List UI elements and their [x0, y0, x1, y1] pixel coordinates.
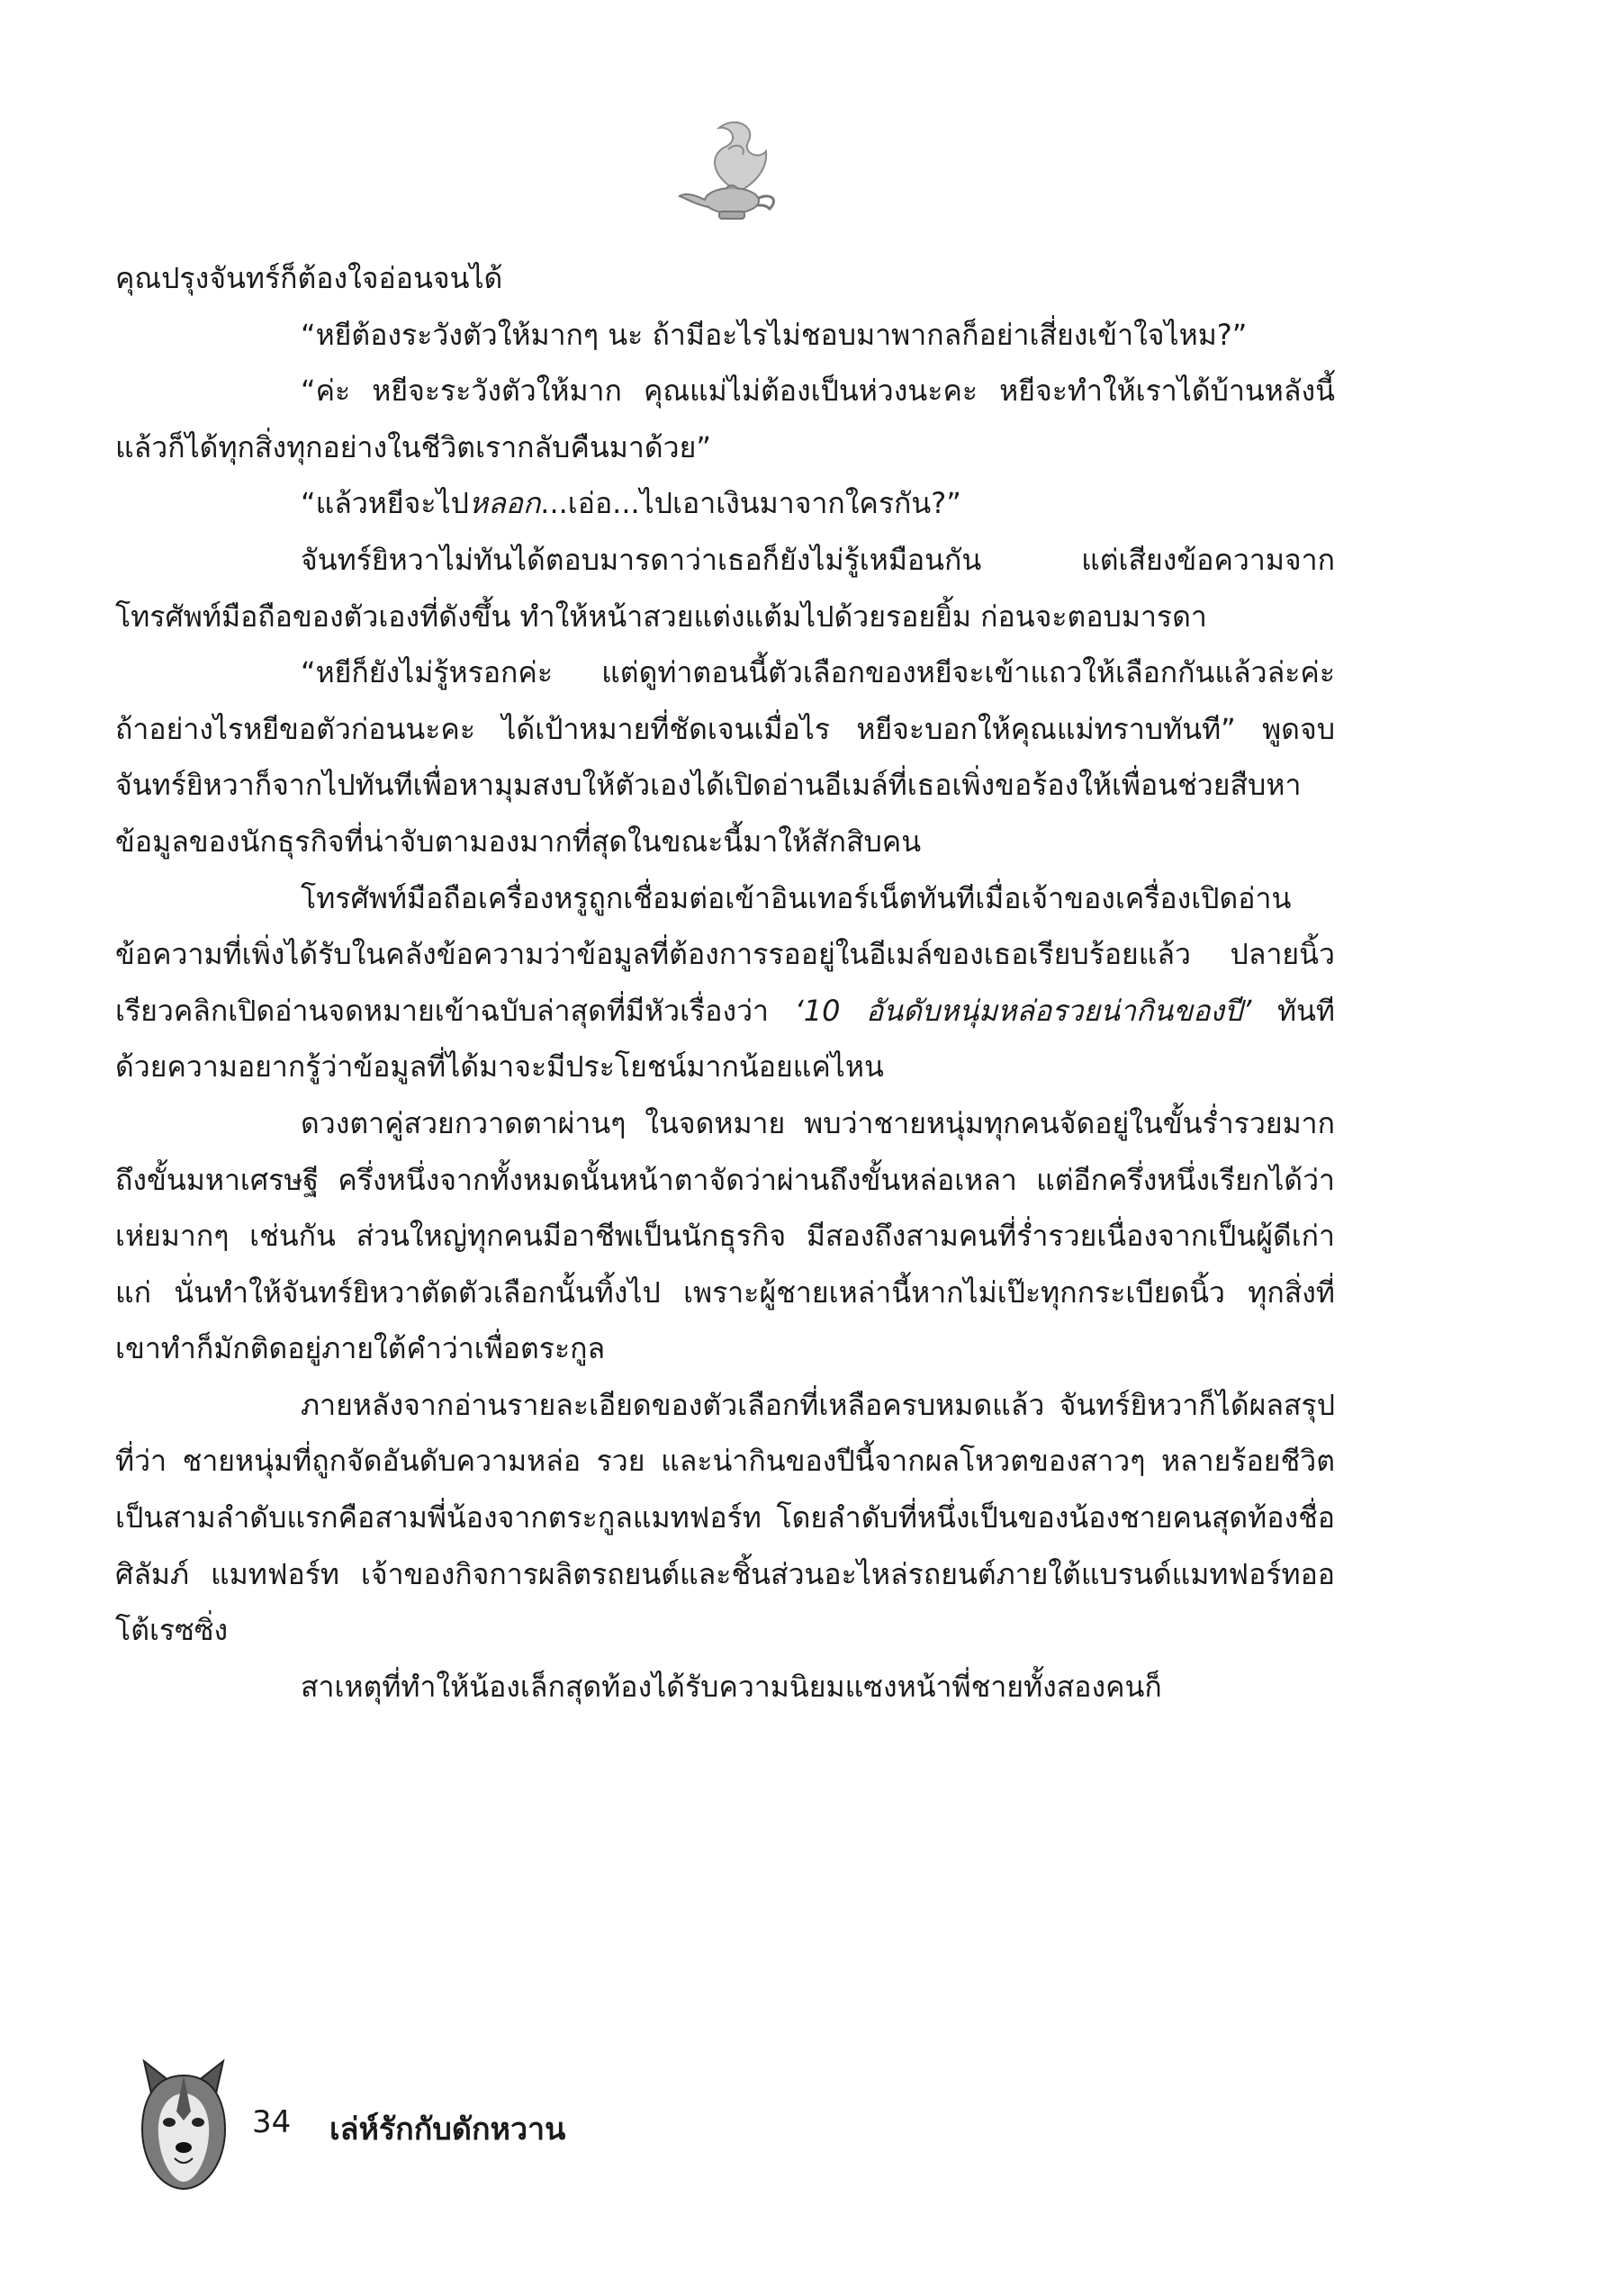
text-run: “แล้วหยีจะไป [301, 486, 469, 521]
italic-text: หลอก [468, 486, 541, 521]
text-run: ...เอ่อ...ไปเอาเงินมาจากใครกัน?” [540, 486, 961, 521]
paragraph [115, 644, 1335, 869]
text-run: ดวงตาคู่สวยกวาดตาผ่านๆ ในจดหมาย พบว่าชายหนุ่มทุกคนจัดอยู่ในขั้นร่ำรวยมากถึงขั้นมหาเศรษฐี ครึ่งหนึ่งจากทั้งหมดนั้นหน้าตาจัดว่าผ่านถึงขั้นหล่อเหลา แต่อีกครึ่งหนึ่งเรียกได้ว่าเห่ยมากๆ เช่นกัน ส่วนใหญ่ทุกคนมีอาชีพเป็นนักธุรกิจ มีสองถึงสามคนที่ร่ำรวยเนื่องจากเป็นผู้ดีเก่าแก่ นั่นทำให้จันทร์ยิหวาตัดตัวเลือกนั้นทิ้งไป เพราะผู้ชายเหล่านี้หากไม่เป๊ะทุกกระเบียดนิ้ว ทุกสิ่งที่เขาทำก็มักติดอยู่ภายใต้คำว่าเพื่อตระกูล [115, 1105, 1335, 1366]
text-run: “หยีก็ยังไม่รู้หรอกค่ะ แต่ดูท่าตอนนี้ตัวเลือกของหยีจะเข้าแถวให้เลือกกันแล้วล่ะค่ะ ถ้าอย่างไรหยีขอตัวก่อนนะคะ ได้เป้าหมายที่ชัดเจนเมื่อไร หยีจะบอกให้คุณแม่ทราบทันที” พูดจบจันทร์ยิหวาก็จากไปทันทีเพื่อหามุมสงบให้ตัวเองได้เปิดอ่านอีเมล์ที่เธอเพิ่งขอร้องให้เพื่อนช่วยสืบหาข้อมูลของนักธุรกิจที่น่าจับตามองมากที่สุดในขณะนี้มาให้สักสิบคน [115, 655, 1335, 859]
paragraph [115, 870, 1335, 1095]
paragraph [115, 532, 1335, 644]
text-run: โทรศัพท์มือถือเครื่องหรูถูกเชื่อมต่อเข้าอินเทอร์เน็ตทันทีเมื่อเจ้าของเครื่องเปิดอ่านข้อความที่เพิ่งได้รับในคลังข้อความว่าข้อมูลที่ต้องการรออยู่ในอีเมล์ของเธอเรียบร้อยแล้ว ปลายนิ้วเรียวคลิกเปิดอ่านจดหมายเข้าฉบับล่าสุดที่มีหัวเรื่องว่า [115, 880, 1335, 1028]
text-run: สาเหตุที่ทำให้น้องเล็กสุดท้องได้รับความนิยมแซงหน้าพี่ชายทั้งสองคนก็ [301, 1669, 1162, 1704]
book-title: เล่ห์รักกับดักหวาน [329, 2111, 566, 2147]
chapter-text [115, 250, 1335, 1715]
paragraph [115, 1659, 1335, 1715]
paragraph [115, 1377, 1335, 1659]
paragraph [115, 1095, 1335, 1377]
text-run: “ค่ะ หยีจะระวังตัวให้มาก คุณแม่ไม่ต้องเป็นห่วงนะคะ หยีจะทำให้เราได้บ้านหลังนี้ แล้วก็ได้ทุกสิ่งทุกอย่างในชีวิตเรากลับคืนมาด้วย” [115, 374, 1335, 464]
page-number: 34 [252, 2104, 292, 2140]
text-run: ภายหลังจากอ่านรายละเอียดของตัวเลือกที่เหลือครบหมดแล้ว จันทร์ยิหวาก็ได้ผลสรุปที่ว่า ชายหนุ่มที่ถูกจัดอันดับความหล่อ รวย และน่ากินของปีนี้จากผลโหวตของสาวๆ หลายร้อยชีวิตเป็นสามลำดับแรกคือสามพี่น้องจากตระกูลแมทฟอร์ท โดยลำดับที่หนึ่งเป็นของน้องชายคนสุดท้องชื่อศิลัมภ์ แมทฟอร์ท เจ้าของกิจการผลิตรถยนต์และชิ้นส่วนอะไหล่รถยนต์ภายใต้แบรนด์แมทฟอร์ทออโต้เรซซิ่ง [115, 1387, 1335, 1648]
paragraph [115, 363, 1335, 475]
text-run: “หยีต้องระวังตัวให้มากๆ นะ ถ้ามีอะไรไม่ชอบมาพากลก็อย่าเสี่ยงเข้าใจไหม?” [301, 317, 1248, 352]
text-run: คุณปรุงจันทร์ก็ต้องใจอ่อนจนได้ [115, 261, 503, 295]
italic-text: ‘10 อันดับหนุ่มหล่อรวยน่ากินของปี’ [794, 993, 1252, 1028]
paragraph [115, 475, 1335, 532]
page-footer [135, 2057, 765, 2192]
genie-lamp-icon [676, 106, 793, 232]
paragraph [115, 307, 1335, 364]
text-run: จันทร์ยิหวาไม่ทันได้ตอบมารดาว่าเธอก็ยังไม่รู้เหมือนกัน แต่เสียงข้อความจากโทรศัพท์มือถือของตัวเองที่ดังขึ้น ทำให้หน้าสวยแต่งแต้มไปด้วยรอยยิ้ม ก่อนจะตอบมารดา [115, 542, 1335, 634]
text-run: ทันทีด้วยความอยากรู้ว่าข้อมูลที่ได้มาจะมีประโยชน์มากน้อยแค่ไหน [115, 993, 1336, 1085]
husky-dog-icon [135, 2057, 232, 2192]
paragraph [115, 250, 1335, 307]
